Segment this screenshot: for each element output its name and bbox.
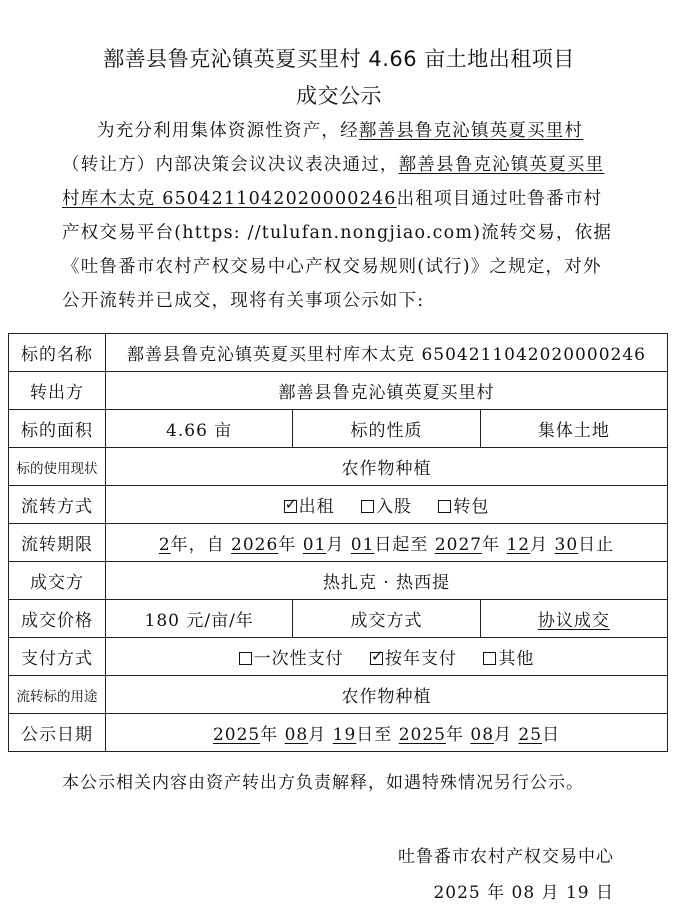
checkbox-empty-icon — [239, 652, 252, 665]
table-row — [9, 562, 668, 600]
use-status-value: 农作物种植 — [106, 448, 668, 486]
table-row — [9, 410, 668, 448]
checkbox-empty-icon — [483, 652, 496, 665]
purpose-value: 农作物种植 — [106, 676, 668, 714]
payment-label: 支付方式 — [9, 638, 106, 676]
transferor-value: 鄯善县鲁克沁镇英夏买里村 — [106, 372, 668, 410]
footer-note: 本公示相关内容由资产转出方负责解释，如遇特殊情况另行公示。 — [62, 773, 584, 793]
option-lump-sum[interactable]: 一次性支付 — [239, 649, 344, 669]
issuing-organization: 吐鲁番市农村产权交易中心 — [398, 847, 614, 867]
checkbox-empty-icon — [361, 500, 374, 513]
notice-date-label: 公示日期 — [9, 714, 106, 752]
document-subtitle: 成交公示 — [296, 84, 382, 108]
option-annual[interactable]: ✓ 按年支付 — [370, 649, 457, 669]
subject-name-label: 标的名称 — [9, 334, 106, 372]
checkbox-checked-icon — [284, 500, 297, 513]
transfer-method-label: 流转方式 — [9, 486, 106, 524]
checkbox-checked-icon — [370, 652, 383, 665]
table-row — [9, 714, 668, 752]
intro-text-2: （转让方）内部决策会议决议表决通过， — [62, 155, 399, 175]
table-row — [9, 600, 668, 638]
buyer-value: 热扎克 · 热西提 — [106, 562, 668, 600]
nature-label: 标的性质 — [293, 410, 480, 448]
table-row — [9, 334, 668, 372]
document-title: 鄯善县鲁克沁镇英夏买里村 4.66 亩土地出租项目 — [103, 47, 575, 71]
table-row — [9, 448, 668, 486]
checkbox-empty-icon — [438, 500, 451, 513]
deal-method-label: 成交方式 — [293, 600, 480, 638]
price-label: 成交价格 — [9, 600, 106, 638]
area-value: 4.66 亩 — [106, 410, 293, 448]
nature-value: 集体土地 — [480, 410, 667, 448]
price-value: 180 元/亩/年 — [106, 600, 293, 638]
term-value: 2年，自 2026年 01月 01日起至 2027年 12月 30日止 — [106, 524, 668, 562]
option-lease[interactable]: ✓ 出租 — [284, 497, 335, 517]
table-row — [9, 486, 668, 524]
deal-method-value: 协议成交 — [480, 600, 667, 638]
purpose-label: 流转标的用途 — [9, 676, 106, 714]
transfer-method-options — [106, 486, 668, 524]
intro-subject-underlined: 鄯善县鲁克沁镇英夏买里村库木太克 6504211042020000246 — [62, 155, 605, 209]
details-table — [8, 333, 668, 752]
table-row — [9, 372, 668, 410]
table-row — [9, 638, 668, 676]
use-status-label: 标的使用现状 — [9, 448, 106, 486]
transferor-label: 转出方 — [9, 372, 106, 410]
intro-paragraph — [62, 114, 618, 318]
buyer-label: 成交方 — [9, 562, 106, 600]
table-row — [9, 676, 668, 714]
option-equity[interactable]: 入股 — [361, 497, 412, 517]
intro-village-underlined: 鄯善县鲁克沁镇英夏买里村 — [358, 121, 584, 141]
issue-date: 2025 年 08 月 19 日 — [433, 883, 614, 903]
payment-options — [106, 638, 668, 676]
subject-name-value: 鄯善县鲁克沁镇英夏买里村库木太克 6504211042020000246 — [106, 334, 668, 372]
option-other[interactable]: 其他 — [483, 649, 534, 669]
option-sublease[interactable]: 转包 — [438, 497, 489, 517]
table-row — [9, 524, 668, 562]
notice-date-value: 2025年 08月 19日至 2025年 08月 25日 — [106, 714, 668, 752]
intro-text-3: 出租项目通过吐鲁番市村产权交易平台(https: //tulufan.nongjiao.com)流转交易，依据《吐鲁番市农村产权交易中心产权交易规则(试行)》之规定，对外公开流转并已成交，现将有关事项公示如下: — [62, 189, 613, 311]
term-label: 流转期限 — [9, 524, 106, 562]
area-label: 标的面积 — [9, 410, 106, 448]
intro-text-1: 为充分利用集体资源性资产，经 — [97, 121, 359, 141]
